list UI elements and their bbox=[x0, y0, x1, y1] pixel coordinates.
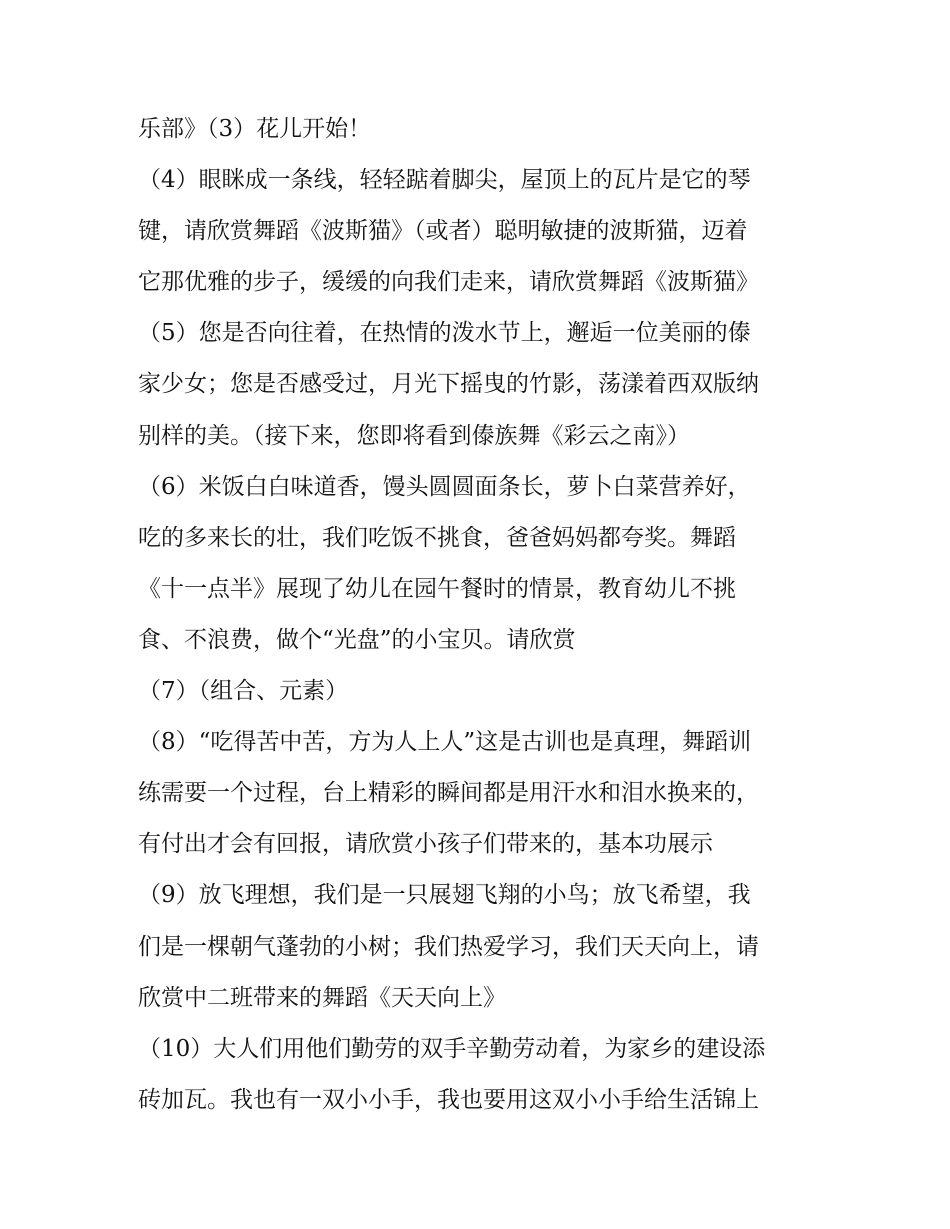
text-line: 砖加瓦。我也有一双小小手，我也要用这双小小手给生活锦上 bbox=[138, 1086, 759, 1113]
text-line: （8）“吃得苦中苦，方为人上人”这是古训也是真理，舞蹈训 bbox=[138, 729, 752, 756]
text-line: （7）（组合、元素） bbox=[138, 678, 349, 705]
body-text bbox=[138, 104, 828, 1126]
text-line: 食、不浪费，做个“光盘”的小宝贝。请欣赏 bbox=[138, 626, 576, 653]
text-line: 别样的美。（接下来，您即将看到傣族舞《彩云之南》） bbox=[138, 422, 690, 449]
text-line: （9）放飞理想，我们是一只展翅飞翔的小鸟；放飞希望，我 bbox=[138, 882, 751, 909]
text-line: 练需要一个过程，台上精彩的瞬间都是用汗水和泪水换来的， bbox=[138, 780, 759, 807]
text-line: 吃的多来长的壮，我们吃饭不挑食，爸爸妈妈都夸奖。舞蹈 bbox=[138, 524, 736, 551]
text-line: （4）眼眯成一条线，轻轻踮着脚尖，屋顶上的瓦片是它的琴 bbox=[138, 167, 751, 194]
text-line: 键，请欣赏舞蹈《波斯猫》（或者）聪明敏捷的波斯猫，迈着 bbox=[138, 218, 748, 245]
text-line: （10）大人们用他们勤劳的双手辛勤劳动着，为家乡的建设添 bbox=[138, 1035, 766, 1062]
text-line: （6）米饭白白味道香，馒头圆圆面条长，萝卜白菜营养好， bbox=[138, 473, 751, 500]
text-line: 乐部》（3）花儿开始！ bbox=[138, 116, 372, 142]
text-line: （5）您是否向往着，在热情的泼水节上，邂逅一位美丽的傣 bbox=[138, 320, 751, 347]
text-line: 家少女；您是否感受过，月光下摇曳的竹影，荡漾着西双版纳 bbox=[138, 371, 759, 398]
text-line: 它那优雅的步子，缓缓的向我们走来，请欣赏舞蹈《波斯猫》 bbox=[138, 269, 759, 296]
text-line: 《十一点半》展现了幼儿在园午餐时的情景，教育幼儿不挑 bbox=[138, 575, 736, 602]
text-line: 欣赏中二班带来的舞蹈《天天向上》 bbox=[138, 984, 506, 1011]
text-line: 有付出才会有回报，请欣赏小孩子们带来的，基本功展示 bbox=[138, 831, 713, 858]
text-line: 们是一棵朝气蓬勃的小树；我们热爱学习，我们天天向上，请 bbox=[138, 933, 759, 960]
